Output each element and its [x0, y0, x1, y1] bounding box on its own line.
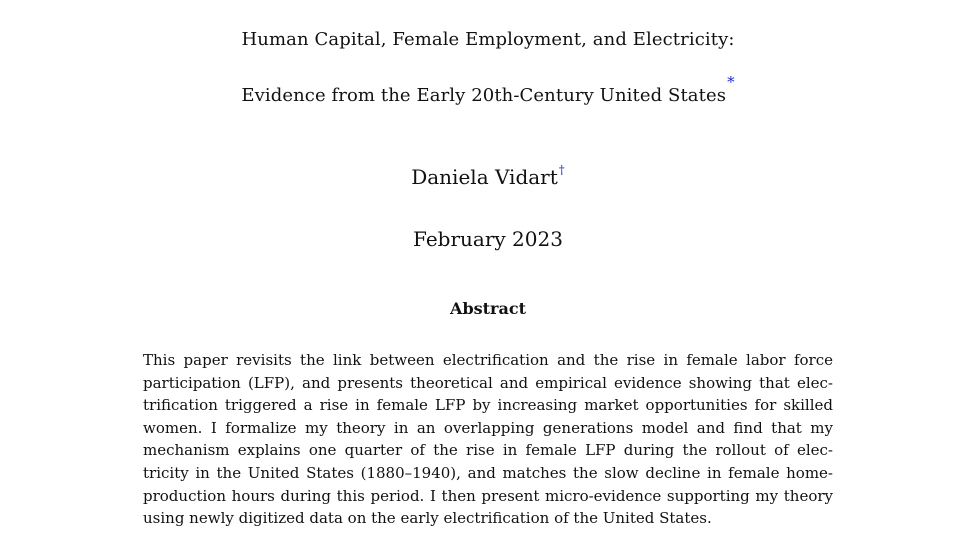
abstract-line: tricity in the United States (1880–1940), and matches the slow decline in female home-: [143, 463, 833, 482]
author-footnote-link[interactable]: †: [558, 163, 565, 177]
paper-title-text-1: Human Capital, Female Employment, and Electricity:: [241, 29, 735, 50]
paper-title-line-2: [0, 73, 976, 106]
author-line: [0, 163, 976, 189]
abstract-heading: Abstract: [450, 299, 526, 318]
abstract-line: This paper revisits the link between electrification and the rise in female labor force: [143, 351, 833, 369]
paper-title-text-2: Evidence from the Early 20th-Century United States: [241, 85, 727, 106]
publication-date: February 2023: [413, 227, 563, 251]
paper-title-line-1: [0, 31, 976, 49]
title-footnote-link[interactable]: *: [727, 73, 735, 91]
abstract-line: production hours during this period. I then present micro-evidence supporting my theory: [143, 486, 833, 505]
author-name: Daniela Vidart: [411, 165, 558, 189]
abstract-body: [143, 349, 833, 530]
abstract-line: women. I formalize my theory in an overlapping generations model and find that my: [143, 418, 833, 437]
abstract-line: participation (LFP), and presents theoretical and empirical evidence showing that elec-: [143, 373, 833, 392]
abstract-line: using newly digitized data on the early electrification of the United States.: [143, 509, 712, 528]
abstract-line: mechanism explains one quarter of the rise in female LFP during the rollout of elec-: [143, 441, 833, 460]
abstract-line: trification triggered a rise in female LFP by increasing market opportunities for skilled: [143, 396, 833, 415]
